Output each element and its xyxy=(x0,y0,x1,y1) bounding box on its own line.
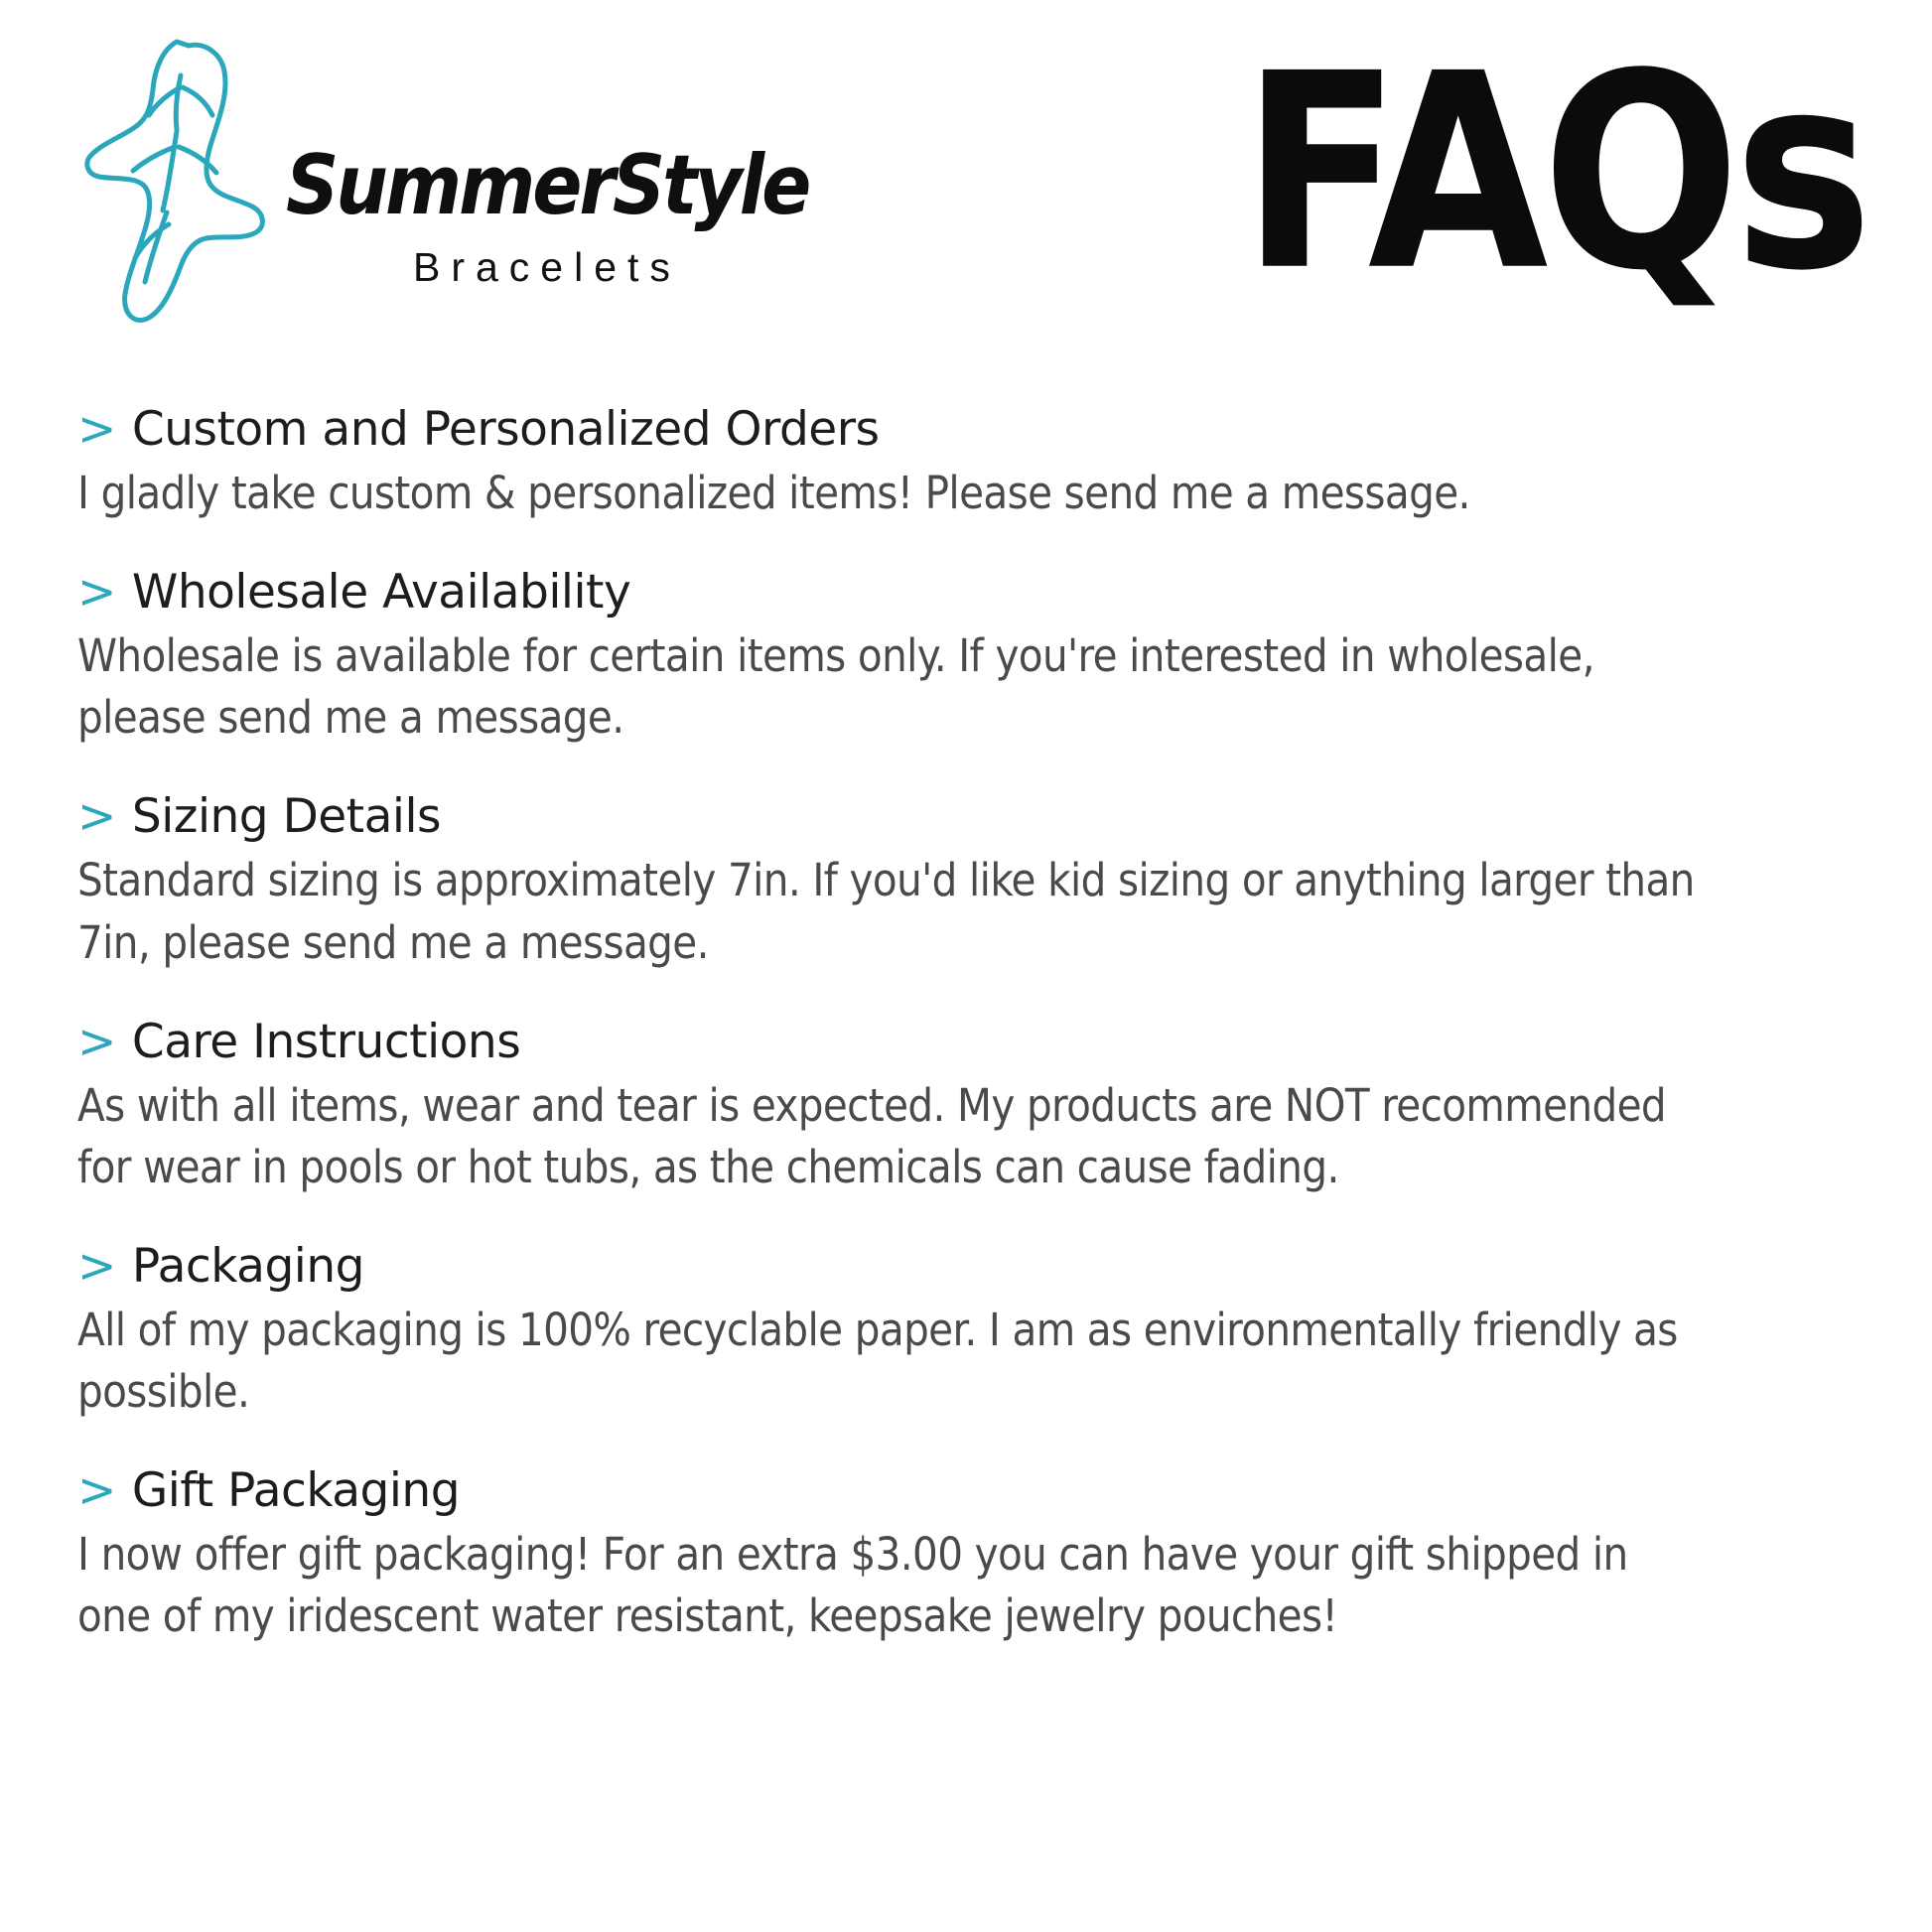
faq-question-text: Packaging xyxy=(131,1238,364,1294)
brand-wordmark xyxy=(286,138,809,291)
chevron-right-icon: > xyxy=(77,1238,116,1294)
brand-name: SummerStyle xyxy=(286,138,809,234)
faq-item xyxy=(77,403,1855,524)
chevron-right-icon: > xyxy=(77,1014,116,1069)
faq-question xyxy=(77,1240,1855,1294)
faq-answer: I now offer gift packaging! For an extra $3.00 you can have your gift shipped in one of my iridescent water resistant, keepsake jewelry pouches! xyxy=(77,1528,1628,1643)
faq-question xyxy=(77,1016,1855,1069)
faq-question-text: Care Instructions xyxy=(131,1014,521,1069)
faq-question xyxy=(77,566,1855,620)
faq-item xyxy=(77,790,1855,973)
faq-question-text: Sizing Details xyxy=(131,789,442,845)
page-title: FAQs xyxy=(1241,17,1866,331)
faq-question xyxy=(77,403,1855,457)
brand-tagline: Bracelets xyxy=(413,244,681,291)
faq-answer: As with all items, wear and tear is expected. My products are NOT recommended for wear in pools or hot tubs, as the chemicals can cause fading. xyxy=(77,1078,1667,1193)
faq-question xyxy=(77,1464,1855,1518)
chevron-right-icon: > xyxy=(77,565,116,621)
faq-question xyxy=(77,790,1855,844)
faq-question-text: Wholesale Availability xyxy=(131,565,631,621)
faq-item xyxy=(77,1240,1855,1423)
faq-answer: Standard sizing is approximately 7in. If you'd like kid sizing or anything larger than 7in, please send me a message. xyxy=(77,854,1695,969)
faq-question-text: Custom and Personalized Orders xyxy=(131,402,880,457)
page-header xyxy=(0,0,1932,397)
chevron-right-icon: > xyxy=(77,1463,116,1519)
faq-item xyxy=(77,566,1855,749)
faq-question-text: Gift Packaging xyxy=(131,1463,461,1519)
chevron-right-icon: > xyxy=(77,789,116,845)
faq-item xyxy=(77,1464,1855,1647)
faq-list xyxy=(0,403,1932,1647)
brand-lockup xyxy=(77,28,808,336)
faq-answer: All of my packaging is 100% recyclable paper. I am as environmentally friendly as possible. xyxy=(77,1303,1678,1418)
faq-item xyxy=(77,1016,1855,1198)
faq-answer: Wholesale is available for certain items only. If you're interested in wholesale, please send me a message. xyxy=(77,629,1594,745)
faq-answer: I gladly take custom & personalized items! Please send me a message. xyxy=(77,467,1470,520)
chevron-right-icon: > xyxy=(77,402,116,457)
palm-tree-starfish-logo-icon xyxy=(77,28,276,336)
